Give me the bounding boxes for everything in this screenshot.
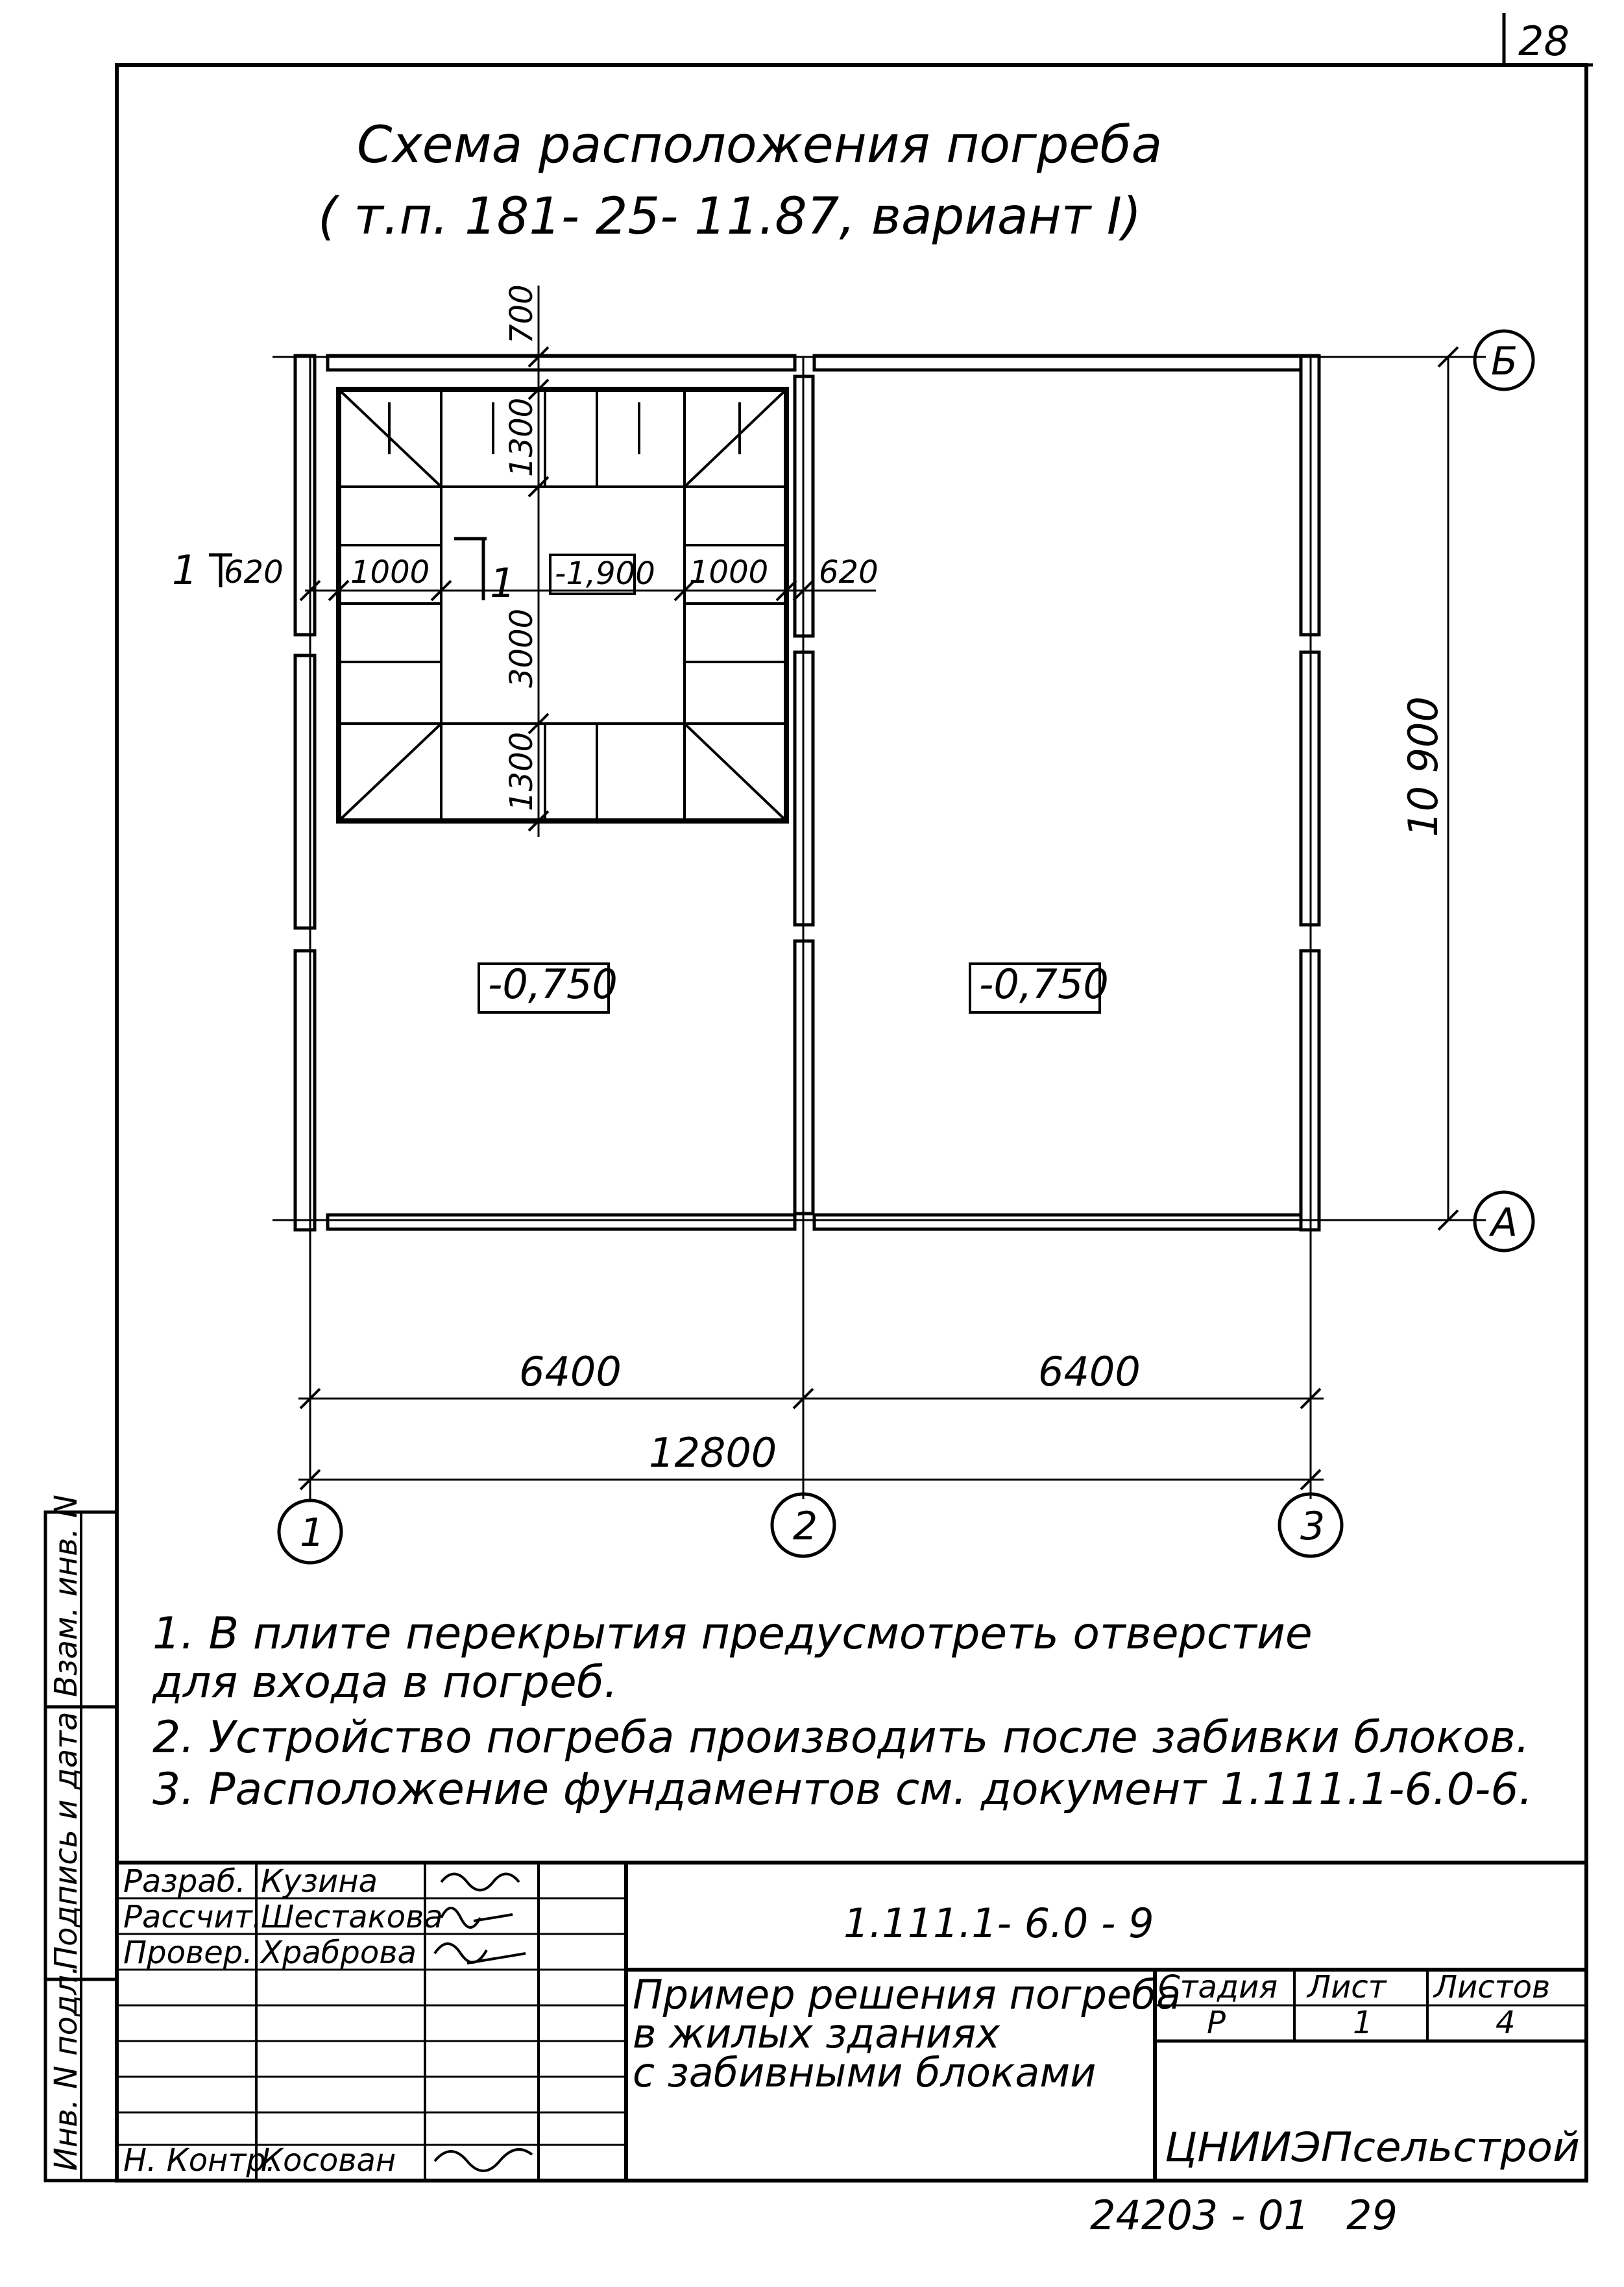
tb-drawing-title-1: Пример решения погреба [633,1971,1182,2018]
side-stamp [45,1495,117,2181]
footer-archive-number: 24203 - 01 [1090,2192,1309,2239]
tb-organization: ЦНИИЭПсельстрой [1165,2123,1580,2171]
wall-left-3 [295,951,315,1230]
tb-sheets-label: Листов [1434,1969,1551,2005]
note-1b: для входа в погреб. [152,1657,618,1708]
dim-right-slope: 1000 [689,554,769,591]
tb-drawing-title-3: с забивными блоками [633,2049,1097,2096]
svg-text:1: 1 [172,546,198,594]
signatures [435,1874,532,2171]
tb-role-control: Н. Контр. [123,2142,276,2179]
side-field-replace: Взам. инв. N [48,1495,84,1697]
cellar-inner-floor [441,487,685,724]
wall-bottom-left [328,1215,795,1229]
tb-stage-label: Стадия [1158,1969,1278,2005]
tb-name-developer: Кузина [261,1863,378,1900]
level-room-right: -0,750 [979,960,1109,1008]
tb-role-checked: Провер. [123,1935,253,1971]
dim-overall-vertical: 10 900 [1400,696,1447,837]
tb-stage-value: Р [1207,2005,1226,2041]
wall-left-1 [295,356,315,635]
drawing-title-line2: ( т.п. 181- 25- 11.87, вариант I) [318,188,1142,246]
note-3: 3. Расположение фундаментов см. документ 1.111.1-6.0-6. [152,1764,1533,1815]
tb-name-checked: Храброва [261,1935,417,1971]
side-field-sign: Подпись и дата [48,1711,84,1970]
axis-label-3: 3 [1300,1504,1326,1549]
dim-bay-left: 6400 [519,1348,622,1395]
dim-pit-mid: 3000 [503,608,540,688]
dim-left-wall: 620 [224,554,284,591]
drawing-title-line1: Схема расположения погреба [357,116,1163,175]
wall-left-2 [295,655,315,928]
axis-label-1: 1 [300,1510,325,1556]
tb-document-code: 1.111.1- 6.0 - 9 [843,1900,1154,1947]
axis-label-b: Б [1491,339,1518,384]
svg-text:1: 1 [490,559,516,607]
level-cellar: -1,900 [555,556,655,592]
notes [152,1608,1533,1815]
cellar-blocks [339,389,786,821]
tb-sheets-value: 4 [1496,2005,1516,2041]
dim-top-offset: 700 [503,284,540,344]
dim-overall-horizontal: 12800 [649,1429,777,1476]
tb-name-control: Косован [261,2142,396,2179]
footer-page: 29 [1346,2192,1398,2239]
side-field-inv: Инв. N подл. [48,1964,84,2171]
tb-name-calculated: Шестакова [261,1899,443,1935]
sheet-number-box [1504,13,1593,65]
dim-pit-top: 1300 [503,397,540,477]
axis-label-a: А [1491,1200,1518,1245]
section-mark-right [454,539,515,607]
note-2: 2. Устройство погреба производить после забивки блоков. [152,1712,1530,1763]
tb-role-developer: Разраб. [123,1863,246,1900]
wall-bottom-right [814,1215,1301,1229]
sheet-number: 28 [1518,18,1569,65]
tb-role-calculated: Рассчит. [123,1899,262,1935]
title-block [117,1863,1586,2181]
tb-drawing-title-2: в жилых зданиях [633,2010,1000,2057]
dim-left-slope: 1000 [350,554,430,591]
dim-right-wall: 620 [819,554,879,591]
floor-plan [172,284,1533,1563]
axis-label-2: 2 [793,1504,818,1549]
dim-bay-right: 6400 [1038,1348,1141,1395]
tb-sheet-label: Лист [1307,1969,1387,2005]
dim-pit-bottom: 1300 [503,731,540,811]
level-room-left: -0,750 [488,960,618,1008]
note-1a: 1. В плите перекрытия предусмотреть отверстие [152,1608,1313,1659]
tb-sheet-value: 1 [1353,2005,1373,2041]
